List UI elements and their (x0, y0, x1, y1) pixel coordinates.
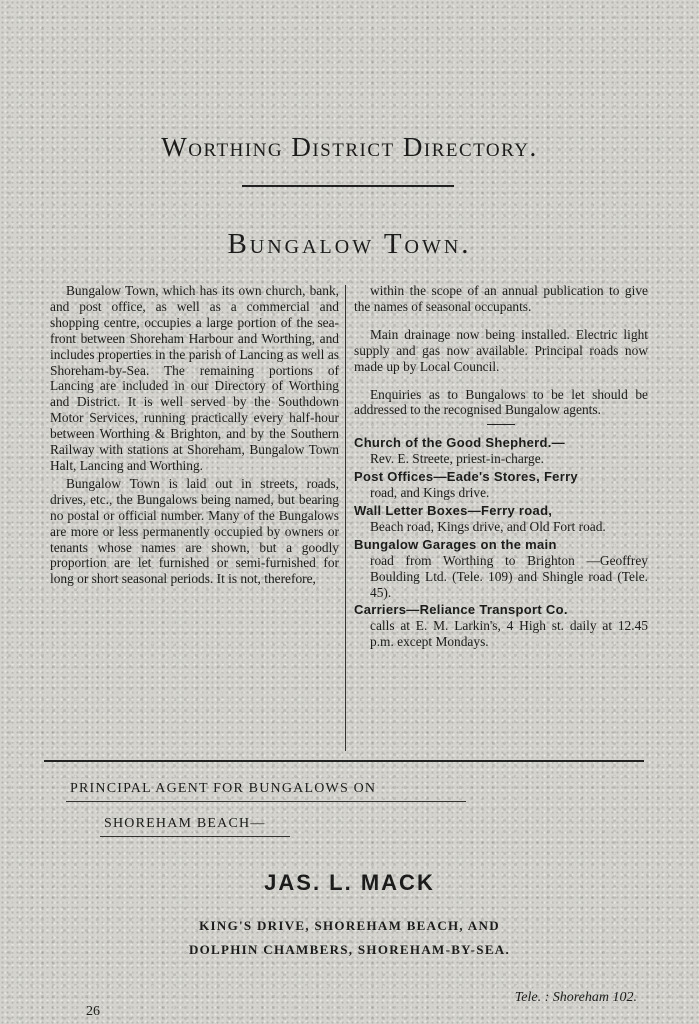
entry-post-offices-head: Post Offices—Eade's Stores, Ferry (354, 469, 578, 485)
agent-telephone: Tele. : Shoreham 102. (514, 990, 637, 1005)
entry-church (354, 435, 648, 467)
page-title: Worthing District Directory. (161, 132, 538, 162)
title-rule (242, 185, 454, 187)
entry-garages-head: Bungalow Garages on the main (354, 536, 557, 552)
entry-letter-boxes-body: Beach road, Kings drive, and Old Fort road. (370, 518, 606, 534)
entry-garages-body: road from Worthing to Brighton —Geoffrey Boulding Ltd. (Tele. 109) and Shingle road (Tele. 45). (370, 552, 648, 600)
advert-line-2: SHOREHAM BEACH— (104, 816, 266, 831)
advert-line-1: PRINCIPAL AGENT FOR BUNGALOWS ON (70, 781, 377, 796)
entry-church-body: Rev. E. Streete, priest-in-charge. (370, 451, 545, 467)
agent-address-1: KING'S DRIVE, SHOREHAM BEACH, AND (199, 918, 500, 933)
entry-carriers-head: Carriers—Reliance Transport Co. (354, 602, 568, 618)
entry-letter-boxes (354, 503, 648, 535)
right-paragraph-2: Main drainage now being installed. Electric light supply and gas now available. Principal roads now made up by Local Council. (354, 326, 648, 374)
left-paragraph-2: Bungalow Town is laid out in streets, roads, drives, etc., the Bungalows being named, but bearing no postal or official number. Many of the Bungalows are more or less permanently occupied by owners or tenants whose names are shown, but a goodly proportion are let furnished or semi-furnished for long or short seasonal periods. It is not, therefore, (50, 475, 339, 587)
advert-rule (44, 760, 644, 762)
entry-carriers (354, 602, 648, 650)
entry-post-offices-body: road, and Kings drive. (370, 485, 490, 501)
advert-line-2-underline (100, 836, 290, 837)
right-paragraph-3: Enquiries as to Bungalows to be let should be addressed to the recognised Bungalow agents. (354, 386, 648, 418)
section-separator (487, 424, 515, 425)
entry-garages (354, 537, 648, 601)
left-column (50, 283, 339, 587)
left-paragraph-1: Bungalow Town, which has its own church, bank, and post office, as well as a commercial and shopping centre, occupies a large portion of the sea-front between Shoreham Harbour and Worthing, and includes properties in the parish of Lancing as well as Shoreham-by-Sea. The remaining portions of Lancing are included in our Directory of Worthing and District. It is well served by the Southdown Motor Services, running practically every half-hour between Worthing & Brighton, and by the Southern Railway with stations at Shoreham, Bungalow Town Halt, Lancing and Worthing. (50, 283, 339, 473)
entry-letter-boxes-head: Wall Letter Boxes—Ferry road, (354, 502, 553, 518)
entry-church-head: Church of the Good Shepherd.— (354, 435, 565, 451)
agent-name: JAS. L. MACK (264, 870, 435, 895)
entry-post-offices (354, 469, 648, 501)
page-number: 26 (86, 1004, 100, 1019)
advert-line-1-underline (66, 801, 466, 802)
entry-carriers-body: calls at E. M. Larkin's, 4 High st. daily at 12.45 p.m. except Mondays. (370, 618, 648, 650)
right-paragraph-1: within the scope of an annual publication to give the names of seasonal occupants. (354, 283, 648, 314)
agent-address-2: DOLPHIN CHAMBERS, SHOREHAM-BY-SEA. (188, 942, 511, 957)
column-divider (345, 285, 346, 751)
section-title: Bungalow Town. (227, 228, 472, 260)
right-column (354, 283, 648, 650)
